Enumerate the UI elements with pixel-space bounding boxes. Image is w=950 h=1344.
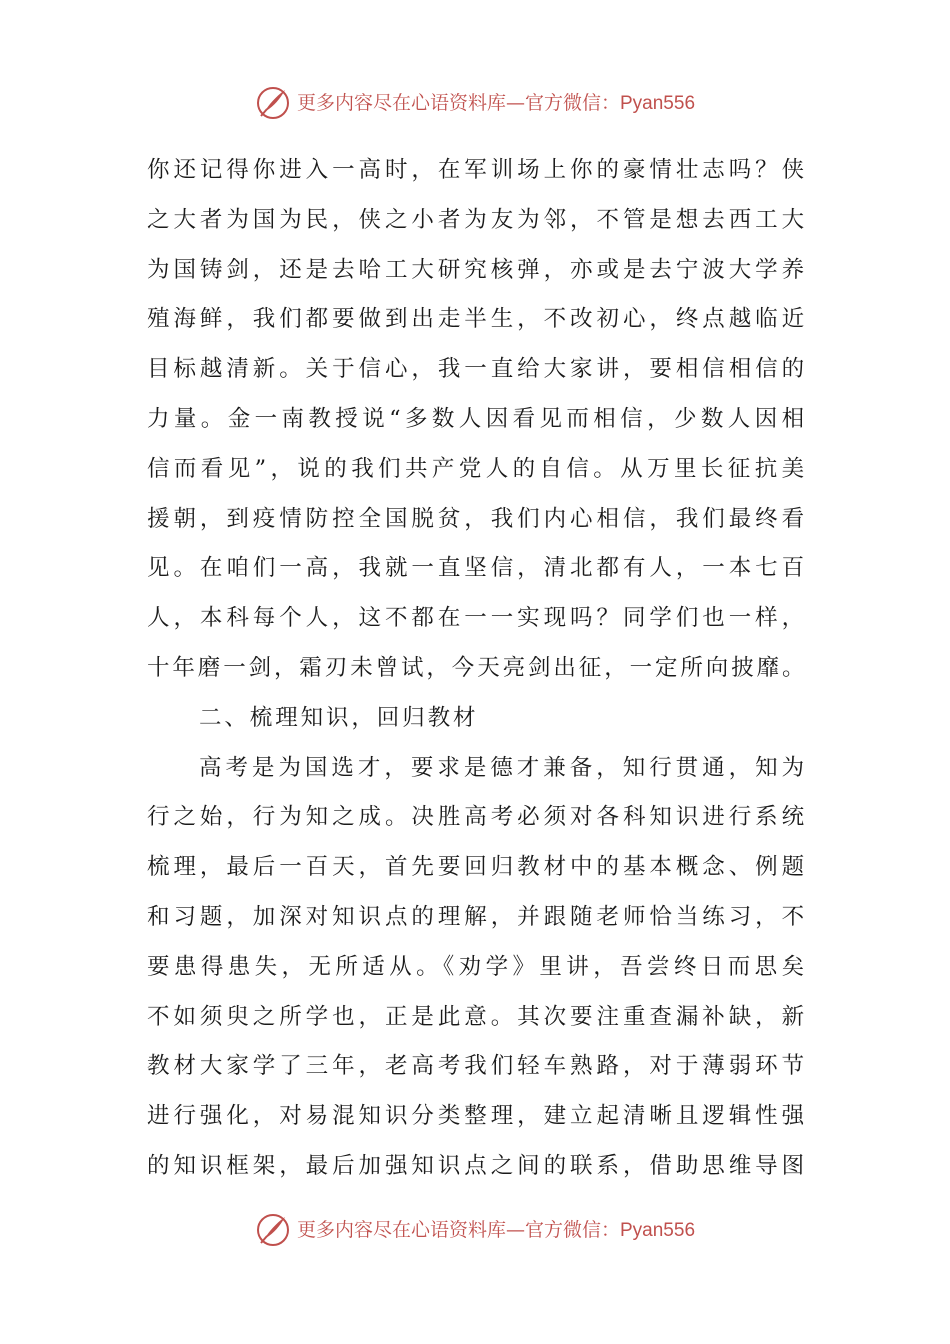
header-banner-text <box>296 91 696 114</box>
text-line: 目标越清新。关于信心，我一直给大家讲，要相信相信的 <box>147 356 807 383</box>
section-heading: 二、梳理知识，回归教材 <box>199 704 479 731</box>
paragraph-1 <box>147 146 807 694</box>
text-line: 的知识框架，最后加强知识点之间的联系，借助思维导图 <box>147 1152 807 1179</box>
text-line: 信而看见”，说的我们共产党人的自信。从万里长征抗美 <box>147 455 807 482</box>
text-line: 十年磨一剑，霜刃未曾试，今天亮剑出征，一定所向披靡。 <box>147 654 807 681</box>
text-line: 和习题，加深对知识点的理解，并跟随老师恰当练习，不 <box>147 903 807 930</box>
paragraph-2 <box>147 744 807 1192</box>
header-banner <box>0 83 950 123</box>
banner-dash: — <box>505 91 525 114</box>
quill-logo-icon <box>255 85 291 121</box>
banner-main-text: 更多内容尽在心语资料库 <box>296 91 506 114</box>
footer-banner-text <box>296 1218 696 1241</box>
text-line: 之大者为国为民，侠之小者为友为邻，不管是想去西工大 <box>147 206 807 233</box>
banner-dash: — <box>505 1218 525 1241</box>
text-line: 梳理，最后一百天，首先要回归教材中的基本概念、例题 <box>147 854 807 881</box>
banner-wechat-id: Pyan556 <box>620 92 696 114</box>
banner-sub-text: 官方微信： <box>524 1218 620 1241</box>
banner-wechat-id: Pyan556 <box>620 1219 696 1241</box>
text-line: 援朝，到疫情防控全国脱贫，我们内心相信，我们最终看 <box>147 505 807 532</box>
text-line: 教材大家学了三年，老高考我们轻车熟路，对于薄弱环节 <box>147 1053 807 1080</box>
text-line: 见。在咱们一高，我就一直坚信，清北都有人，一本七百 <box>147 555 807 582</box>
footer-banner <box>0 1210 950 1250</box>
text-line: 不如须臾之所学也，正是此意。其次要注重查漏补缺，新 <box>147 1003 807 1030</box>
text-line: 殖海鲜，我们都要做到出走半生，不改初心，终点越临近 <box>147 306 807 333</box>
text-line: 高考是为国选才，要求是德才兼备，知行贯通，知为 <box>199 754 807 781</box>
text-line: 力量。金一南教授说“多数人因看见而相信，少数人因相 <box>147 405 807 432</box>
text-line: 人，本科每个人，这不都在一一实现吗？同学们也一样， <box>147 605 807 632</box>
quill-logo-icon <box>255 1212 291 1248</box>
text-line: 要患得患失，无所适从。《劝学》里讲，吾尝终日而思矣 <box>147 953 807 980</box>
text-line: 为国铸剑，还是去哈工大研究核弹，亦或是去宁波大学养 <box>147 256 807 283</box>
document-body <box>147 146 807 1192</box>
banner-main-text: 更多内容尽在心语资料库 <box>296 1218 506 1241</box>
text-line: 你还记得你进入一高时，在军训场上你的豪情壮志吗？侠 <box>147 157 807 183</box>
text-line: 进行强化，对易混知识分类整理，建立起清晰且逻辑性强 <box>147 1103 807 1130</box>
text-line: 行之始，行为知之成。决胜高考必须对各科知识进行系统 <box>147 804 807 831</box>
banner-sub-text: 官方微信： <box>524 91 620 114</box>
